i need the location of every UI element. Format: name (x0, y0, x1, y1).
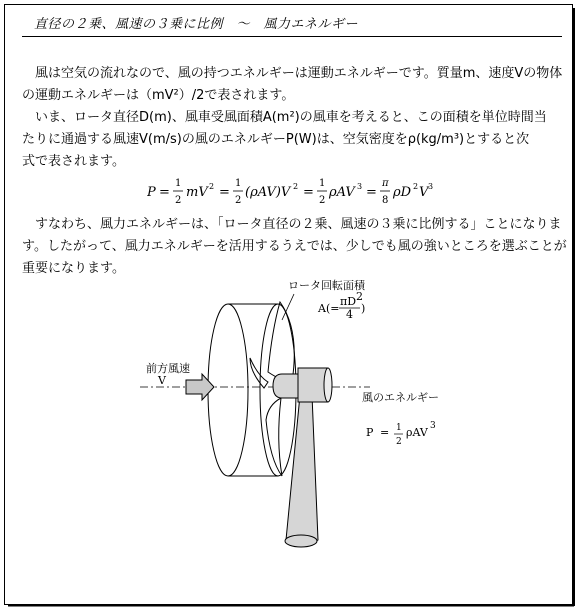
formula-equals: = (303, 185, 314, 200)
formula-sq: 2 (209, 182, 215, 191)
formula-rho-d: ρD (393, 185, 412, 200)
formula-rho-av3: ρAV (329, 185, 355, 200)
title-divider (22, 36, 562, 37)
formula-pi: π (382, 178, 389, 189)
text-line: 重要になります。 (22, 261, 125, 276)
formula-half-den: 2 (319, 195, 326, 206)
formula-sq: 2 (293, 182, 299, 191)
wind-energy-formula (147, 172, 437, 212)
wind-energy-label: 風のエネルギー (362, 391, 439, 404)
rotor-swept-volume (208, 304, 278, 476)
formula-v: V (419, 185, 429, 200)
svg-text:3: 3 (430, 421, 436, 431)
rotor-area-a: A(= (318, 302, 340, 315)
formula-half-den: 2 (235, 195, 242, 206)
text-line: すなわち、風力エネルギーは、「ロータ直径の２乗、風速の３乗に比例する」ことになりま (22, 217, 562, 232)
formula-half-num: 1 (175, 178, 182, 189)
svg-text:ρAV: ρAV (406, 426, 428, 439)
text-line: 式で表されます。 (22, 154, 125, 169)
formula-half-num: 1 (235, 178, 242, 189)
formula-half-num: 1 (319, 178, 326, 189)
formula-equals: = (159, 185, 170, 200)
formula-mv: mV (186, 185, 208, 200)
text-line: の運動エネルギーは（mV²）/2で表されます。 (22, 88, 295, 103)
turbine-tower (285, 395, 318, 547)
page-title: 直径の２乗、風速の３乗に比例 ～ 風力エネルギー (34, 17, 359, 32)
wind-energy-small-formula (366, 421, 436, 447)
formula-half-den: 2 (175, 195, 182, 206)
front-wind-label: 前方風速 (146, 362, 190, 375)
formula-cube: 3 (357, 182, 363, 191)
wind-turbine-diagram (0, 270, 580, 570)
formula-equals: = (219, 185, 230, 200)
svg-text:P: P (366, 426, 374, 439)
formula-lhs: P (147, 185, 156, 200)
svg-text:2: 2 (396, 437, 402, 447)
rotor-area-close: ) (361, 302, 366, 315)
svg-text:=: = (380, 426, 390, 439)
text-line: 風は空気の流れなので、風の持つエネルギーは運動エネルギーです。質量m、速度Vの物体 (22, 66, 563, 81)
rotor-area-pid: πD (340, 295, 357, 308)
text-line: たりに通過する風速V(m/s)の風のエネルギーP(W)は、空気密度をρ(kg/m³)とすると次 (22, 132, 530, 147)
rotor-area-four: 4 (346, 308, 353, 321)
text-line: いま、ロータ直径D(m)、風車受風面積A(m²)の風車を考えると、この面積を単位時間当 (22, 110, 547, 125)
formula-sq: 2 (413, 182, 419, 191)
text-line: す。したがって、風力エネルギーを活用するうえでは、少しでも風の強いところを選ぶことが (22, 239, 567, 254)
formula-rho-av: (ρAV)V (245, 185, 291, 200)
rotor-area-sq: 2 (356, 290, 363, 303)
formula-eight: 8 (382, 195, 389, 206)
front-wind-v: V (158, 374, 166, 387)
rotor-area-label: ロータ回転面積 (288, 279, 365, 292)
svg-text:1: 1 (396, 423, 402, 433)
formula-equals: = (366, 185, 377, 200)
formula-cube: 3 (428, 182, 434, 191)
intro-paragraph (22, 63, 567, 173)
